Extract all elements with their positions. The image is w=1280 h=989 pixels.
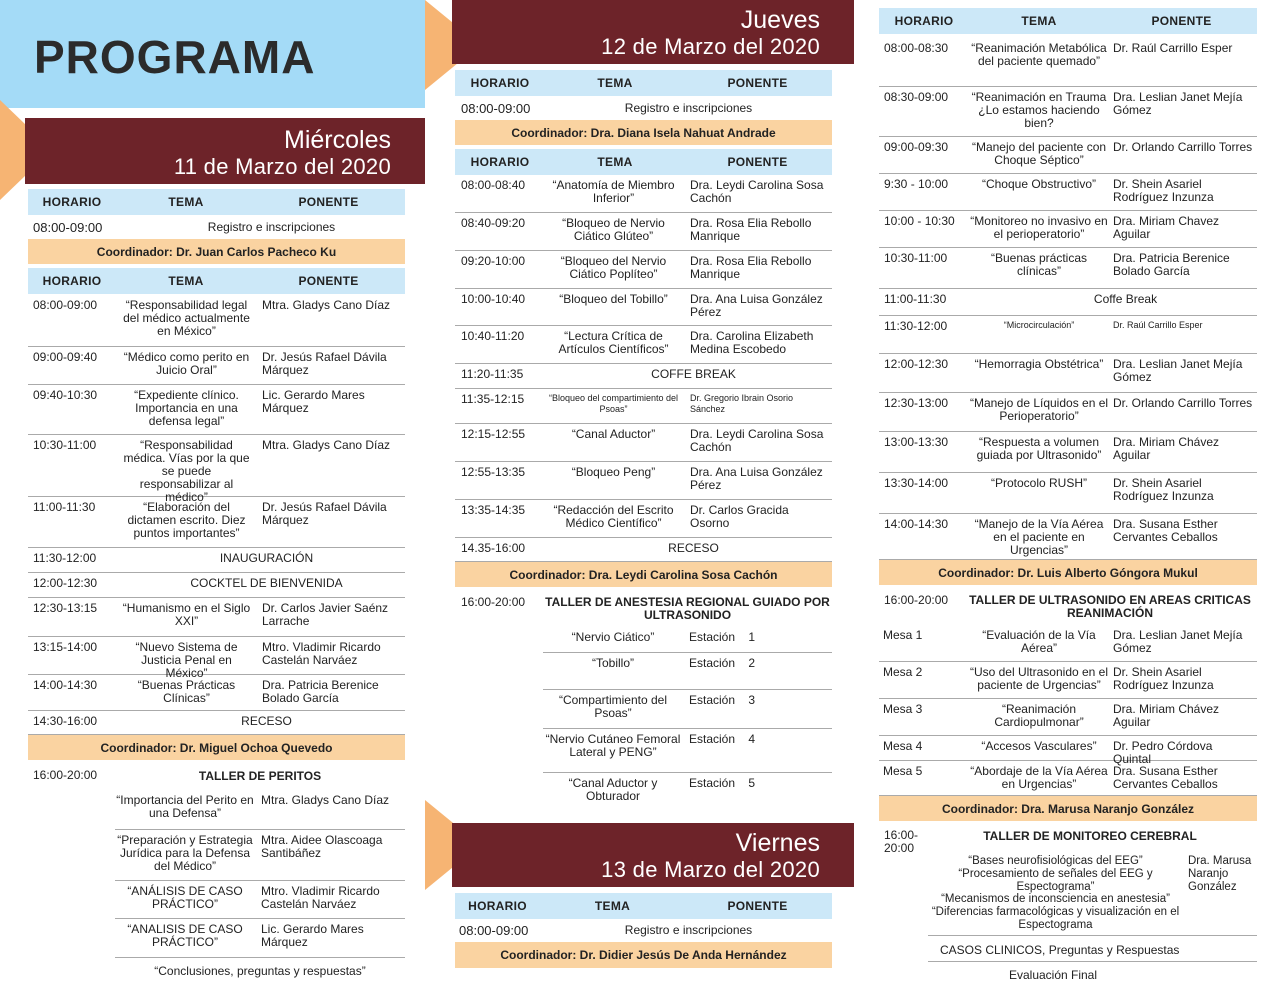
- row-speaker: Lic. Gerardo Mares Márquez: [262, 388, 365, 415]
- row-speaker: Mtro. Vladimir Ricardo Castelán Narváez: [262, 640, 381, 667]
- coordinator-bar: Coordinador: Dra. Diana Isela Nahuat Andrade: [455, 120, 832, 145]
- header-tema: TEMA: [168, 195, 204, 209]
- row-time: 08:00-09:00: [33, 298, 98, 312]
- table-row: [28, 295, 405, 347]
- row-time: 13:15-14:00: [33, 640, 98, 654]
- table-row: [455, 364, 832, 389]
- row-event: COFFE BREAK: [651, 367, 736, 381]
- row-event: COCKTEL DE BIENVENIDA: [190, 576, 343, 590]
- row-time: 13:30-14:00: [884, 476, 949, 490]
- table-row: [543, 653, 832, 690]
- table-row: [879, 736, 1257, 766]
- row-topic: “Bloqueo Peng”: [571, 465, 656, 479]
- table-row: [455, 462, 832, 500]
- row-topic: “Bloqueo del Nervio Ciático Poplíteo”: [560, 254, 667, 281]
- header-ponente: PONENTE: [298, 195, 359, 209]
- table-row: [879, 211, 1257, 248]
- row-topic: “Manejo del paciente con Choque Séptico”: [971, 140, 1107, 167]
- row-speaker: Dr. Shein Asariel Rodríguez Inzunza: [1113, 665, 1214, 692]
- row-speaker: Dra. Miriam Chávez Aguilar: [1113, 435, 1220, 462]
- table-row: [879, 473, 1257, 514]
- label: Registro e inscripciones: [624, 923, 753, 937]
- row-topic: “Monitoreo no invasivo en el perioperatorio”: [970, 214, 1108, 241]
- row-speaker: Dr. Shein Asariel Rodríguez Inzunza: [1113, 177, 1214, 204]
- row-topic: “Choque Obstructivo”: [981, 177, 1097, 191]
- header-horario: HORARIO: [42, 195, 102, 209]
- table-header: [28, 189, 405, 215]
- row-time: 12:00-12:30: [884, 357, 949, 371]
- row-time: Mesa 2: [883, 665, 923, 679]
- coordinator-bar: Coordinador: Dr. Luis Alberto Góngora Mukul: [879, 560, 1257, 585]
- table-row: [879, 248, 1257, 289]
- row-topic: “Médico como perito en Juicio Oral”: [123, 350, 250, 377]
- table-row: [543, 773, 832, 808]
- row-speaker: Mtra. Gladys Cano Díaz: [261, 793, 390, 807]
- table-row: [28, 548, 405, 573]
- row-time: 09:00-09:40: [33, 350, 98, 364]
- cases-text: CASOS CLINICOS, Preguntas y Respuestas: [940, 943, 1180, 957]
- table-row: [455, 326, 832, 364]
- header-horario: HORARIO: [470, 76, 530, 90]
- table-row: [879, 289, 1257, 316]
- day-banner-jueves: [452, 0, 854, 64]
- header-ponente: PONENTE: [298, 274, 359, 288]
- day-date: 12 de Marzo del 2020: [601, 34, 820, 59]
- table-row: [455, 289, 832, 326]
- row-time: 09:00-09:30: [884, 140, 949, 154]
- row-speaker: Dra. Leslian Janet Mejía Gómez: [1113, 628, 1243, 655]
- header-horario: HORARIO: [42, 274, 102, 288]
- row-event: RECESO: [668, 541, 719, 555]
- table-header: [879, 8, 1257, 34]
- table-row: [115, 790, 405, 830]
- header-tema: TEMA: [597, 76, 633, 90]
- table-header: [455, 70, 832, 96]
- row-topic: “Responsabilidad legal del médico actualmente en México”: [123, 298, 250, 338]
- table-row: [879, 393, 1257, 432]
- header-horario: HORARIO: [468, 899, 527, 913]
- row-topic: “Nuevo Sistema de Justicia Penal en México”: [135, 640, 238, 680]
- table-row: [455, 251, 832, 289]
- table-header: [455, 893, 832, 919]
- row-time: 09:40-10:30: [33, 388, 98, 402]
- table-row: [455, 213, 832, 251]
- row-time: 14.35-16:00: [461, 541, 526, 555]
- row-speaker: Dra. Rosa Elia Rebollo Manrique: [690, 254, 812, 281]
- row-time: Mesa 5: [883, 764, 923, 778]
- row-time: 08:30-09:00: [884, 90, 949, 104]
- row-speaker: Dr. Orlando Carrillo Torres: [1113, 140, 1253, 154]
- table-header: [28, 268, 405, 294]
- row-speaker: Dra. Leslian Janet Mejía Gómez: [1113, 90, 1243, 117]
- header-horario: HORARIO: [470, 155, 530, 169]
- workshop-title: TALLER DE ANESTESIA REGIONAL GUIADO POR ULTRASONIDO: [545, 595, 830, 622]
- row-speaker: Lic. Gerardo Mares Márquez: [261, 922, 364, 949]
- day-name: Miércoles: [284, 126, 391, 154]
- row-speaker: Dr. Gregorio Ibrain Osorio Sánchez: [690, 393, 794, 414]
- table-row: [28, 675, 405, 711]
- row-topic: “Reanimación Metabólica del paciente quemado”: [971, 41, 1107, 68]
- time: 08:00-09:00: [459, 923, 529, 938]
- row-topic: “ANALISIS DE CASO PRÁCTICO”: [127, 922, 243, 949]
- row-time: 12:55-13:35: [461, 465, 526, 479]
- table-row: [455, 424, 832, 462]
- divider: [928, 961, 1257, 962]
- row-speaker: Mtra. Gladys Cano Díaz: [262, 298, 391, 312]
- row-speaker: Dr. Shein Asariel Rodríguez Inzunza: [1113, 476, 1214, 503]
- row-topic: “Bloqueo de Nervio Ciático Glúteo”: [562, 216, 665, 243]
- row-station: Estación 2: [689, 656, 756, 670]
- row-speaker: Dr. Raúl Carrillo Esper: [1113, 320, 1203, 330]
- table-row: [879, 316, 1257, 354]
- table-row: [879, 761, 1257, 796]
- row-speaker: Dra. Patricia Berenice Bolado García: [262, 678, 379, 705]
- row-topic: “Expediente clínico. Importancia en una defensa legal”: [134, 388, 239, 428]
- table-row: [879, 354, 1257, 393]
- table-row: [543, 690, 832, 729]
- row-time: 11:30-12:00: [884, 319, 948, 333]
- row-speaker: Dr. Carlos Gracida Osorno: [690, 503, 789, 530]
- table-header: [455, 149, 832, 175]
- time: 08:00-09:00: [33, 220, 103, 235]
- row-time: 9:30 - 10:00: [884, 177, 949, 191]
- coordinator-bar: Coordinador: Dra. Marusa Naranjo González: [879, 796, 1257, 821]
- row-time: 14:30-16:00: [33, 714, 98, 728]
- workshop-topics: “Bases neurofisiológicas del EEG” “Procesamiento de señales del EEG y Espectograma” “Mecanismos de inconsciencia en anestesia” “Diferencias farmacológicas y visualización en el Espectograma: [931, 855, 1180, 931]
- row-topic: “Evaluación de la Vía Aérea”: [982, 628, 1096, 655]
- row-time: Mesa 3: [883, 702, 923, 716]
- row-topic: “Nervio Ciático”: [571, 630, 655, 644]
- header-tema: TEMA: [594, 899, 631, 913]
- workshop-time: 16:00-20:00: [461, 595, 526, 609]
- row-topic: “Buenas prácticas clínicas”: [990, 251, 1088, 278]
- row-speaker: Dra. Leydi Carolina Sosa Cachón: [690, 178, 824, 205]
- row-topic: “Lectura Crítica de Artículos Científicos”: [558, 329, 669, 356]
- table-row: [879, 38, 1257, 87]
- row-topic: “ANÁLISIS DE CASO PRÁCTICO”: [127, 884, 243, 911]
- day-name: Viernes: [735, 829, 820, 857]
- day-name: Jueves: [740, 6, 820, 34]
- evaluation-text: Evaluación Final: [1008, 968, 1098, 982]
- row-speaker: Dra. Miriam Chavez Aguilar: [1113, 214, 1220, 241]
- registration-row: [455, 919, 832, 941]
- row-time: 13:35-14:35: [461, 503, 526, 517]
- label: Registro e inscripciones: [207, 220, 336, 234]
- row-speaker: Mtro. Vladimir Ricardo Castelán Narváez: [261, 884, 380, 911]
- row-time: 12:30-13:00: [884, 396, 949, 410]
- table-row: [879, 87, 1257, 137]
- registration-row: [28, 215, 405, 238]
- row-topic: “Reanimación en Trauma ¿Lo estamos haciendo bien?: [971, 90, 1107, 130]
- table-row: [28, 573, 405, 598]
- row-time: 11:00-11:30: [33, 500, 96, 514]
- row-topic: “Anatomía de Miembro Inferior”: [552, 178, 675, 205]
- table-row: [28, 497, 405, 548]
- row-time: 10:30-11:00: [33, 438, 97, 452]
- coordinator-bar: Coordinador: Dr. Juan Carlos Pacheco Ku: [28, 239, 405, 264]
- row-speaker: Dra. Ana Luisa González Pérez: [690, 292, 823, 319]
- row-topic: “Manejo de Líquidos en el Perioperatorio”: [969, 396, 1109, 423]
- table-row: [28, 637, 405, 680]
- row-topic: “Reanimación Cardiopulmonar”: [994, 702, 1084, 729]
- day-banner-viernes: [452, 823, 854, 887]
- row-topic: “Buenas Prácticas Clínicas”: [137, 678, 236, 705]
- divider: [928, 935, 1257, 936]
- row-time: 09:20-10:00: [461, 254, 526, 268]
- table-row: [879, 432, 1257, 473]
- row-station: Estación 3: [689, 693, 756, 707]
- row-topic: “Importancia del Perito en una Defensa”: [116, 793, 254, 820]
- row-speaker: Dra. Patricia Berenice Bolado García: [1113, 251, 1230, 278]
- table-row: [879, 699, 1257, 736]
- row-time: 10:40-11:20: [461, 329, 525, 343]
- table-row: [879, 174, 1257, 211]
- row-topic: “Elaboración del dictamen escrito. Diez puntos importantes”: [127, 500, 246, 540]
- row-speaker: Dr. Pedro Córdova Quintal: [1113, 739, 1213, 766]
- table-row: [115, 881, 405, 919]
- workshop-time: 16:00-20:00: [884, 828, 919, 855]
- day-date: 11 de Marzo del 2020: [173, 154, 391, 179]
- row-topic: “Manejo de la Vía Aérea en el paciente en Urgencias”: [974, 517, 1104, 557]
- row-topic: “Preparación y Estrategia Jurídica para la Defensa del Médico”: [117, 833, 253, 873]
- row-speaker: Dra. Miriam Chávez Aguilar: [1113, 702, 1220, 729]
- row-time: 11:35-12:15: [461, 392, 525, 406]
- table-row: [543, 627, 832, 653]
- coordinator-bar: Coordinador: Dr. Didier Jesús De Anda Hernández: [455, 942, 832, 968]
- row-time: Mesa 1: [883, 628, 923, 642]
- row-time: 12:30-13:15: [33, 601, 98, 615]
- workshop-speaker: Dra. Marusa Naranjo González: [1188, 855, 1252, 893]
- header-tema: TEMA: [597, 155, 633, 169]
- workshop-time: 16:00-20:00: [33, 768, 98, 782]
- row-time: 12:15-12:55: [461, 427, 526, 441]
- workshop-title: TALLER DE MONITOREO CEREBRAL: [983, 829, 1197, 843]
- label: Registro e inscripciones: [624, 101, 753, 115]
- row-speaker: Dr. Jesús Rafael Dávila Márquez: [262, 500, 387, 527]
- day-date: 13 de Marzo del 2020: [601, 857, 820, 882]
- row-time: 10:00 - 10:30: [884, 214, 955, 228]
- table-row: [879, 137, 1257, 174]
- row-time: 08:00-08:30: [884, 41, 949, 55]
- row-speaker: Dra. Ana Luisa González Pérez: [690, 465, 823, 492]
- row-topic: “Bloqueo del compartimiento del Psoas”: [548, 393, 679, 414]
- table-row: [28, 598, 405, 637]
- header-ponente: PONENTE: [1151, 14, 1212, 28]
- row-topic: “Tobillo”: [591, 656, 634, 670]
- row-speaker: Dra. Susana Esther Cervantes Ceballos: [1113, 764, 1218, 791]
- row-speaker: Mtra. Aidee Olascoaga Santibáñez: [261, 833, 383, 860]
- row-topic: “Canal Aductor y Obturador: [568, 776, 658, 803]
- table-row: [455, 175, 832, 213]
- table-row: [28, 435, 405, 504]
- day-banner-miercoles: [25, 118, 425, 184]
- table-row: [28, 385, 405, 435]
- row-event: RECESO: [241, 714, 292, 728]
- table-row: [543, 729, 832, 773]
- table-row: [115, 830, 405, 881]
- row-speaker: Dr. Carlos Javier Saénz Larrache: [262, 601, 389, 628]
- table-row: [115, 919, 405, 958]
- row-speaker: Dra. Leydi Carolina Sosa Cachón: [690, 427, 824, 454]
- table-row: [455, 538, 832, 562]
- workshop-title: TALLER DE ULTRASONIDO EN AREAS CRITICAS REANIMACIÓN: [969, 593, 1251, 620]
- row-topic: “Humanismo en el Siglo XXI”: [122, 601, 251, 628]
- coordinator-bar: Coordinador: Dra. Leydi Carolina Sosa Cachón: [455, 562, 832, 587]
- row-topic: “Redacción del Escrito Médico Científico”: [553, 503, 674, 530]
- header-horario: HORARIO: [894, 14, 954, 28]
- time: 08:00-09:00: [461, 101, 531, 116]
- row-time: 14:00-14:30: [884, 517, 949, 531]
- row-time: Mesa 4: [883, 739, 923, 753]
- row-station: Estación 5: [689, 776, 756, 790]
- closing-text: “Conclusiones, preguntas y respuestas”: [154, 964, 366, 978]
- header-tema: TEMA: [168, 274, 204, 288]
- table-row: [879, 625, 1257, 662]
- coordinator-bar: Coordinador: Dr. Miguel Ochoa Quevedo: [28, 735, 405, 760]
- row-speaker: Dra. Leslian Janet Mejía Gómez: [1113, 357, 1243, 384]
- table-row: [28, 347, 405, 385]
- header-ponente: PONENTE: [727, 899, 788, 913]
- row-time: 13:00-13:30: [884, 435, 949, 449]
- row-time: 10:00-10:40: [461, 292, 526, 306]
- workshop-time: 16:00-20:00: [884, 593, 949, 607]
- row-time: 08:00-08:40: [461, 178, 526, 192]
- row-event: Coffe Break: [1093, 292, 1158, 306]
- row-event: INAUGURACIÓN: [219, 551, 314, 565]
- row-speaker: Dra. Carolina Elizabeth Medina Escobedo: [690, 329, 814, 356]
- row-time: 12:00-12:30: [33, 576, 98, 590]
- row-topic: “Bloqueo del Tobillo”: [559, 292, 668, 306]
- row-time: 10:30-11:00: [884, 251, 948, 265]
- table-row: [28, 711, 405, 735]
- row-time: 08:40-09:20: [461, 216, 526, 230]
- header-ponente: PONENTE: [727, 155, 788, 169]
- row-speaker: Dr. Orlando Carrillo Torres: [1113, 396, 1253, 410]
- row-topic: “Hemorragia Obstétrica”: [974, 357, 1104, 371]
- workshop-title: TALLER DE PERITOS: [198, 769, 322, 783]
- row-topic: “Abordaje de la Vía Aérea en Urgencias”: [970, 764, 1108, 791]
- row-topic: “Protocolo RUSH”: [990, 476, 1088, 490]
- row-time: 14:00-14:30: [33, 678, 98, 692]
- row-topic: “Nervio Cutáneo Femoral Lateral y PENG”: [545, 732, 681, 759]
- table-row: [879, 662, 1257, 699]
- row-time: 11:30-12:00: [33, 551, 97, 565]
- row-station: Estación 4: [689, 732, 756, 746]
- row-topic: “Microcirculación”: [1003, 320, 1075, 330]
- table-row: [879, 514, 1257, 560]
- row-topic: “Canal Aductor”: [571, 427, 656, 441]
- row-speaker: Dra. Rosa Elia Rebollo Manrique: [690, 216, 812, 243]
- row-speaker: Mtra. Gladys Cano Díaz: [262, 438, 391, 452]
- table-row: [455, 500, 832, 538]
- row-topic: “Uso del Ultrasonido en el paciente de Urgencias”: [969, 665, 1109, 692]
- header-ponente: PONENTE: [727, 76, 788, 90]
- row-station: Estación 1: [689, 630, 756, 644]
- row-time: 11:00-11:30: [884, 292, 947, 306]
- row-topic: “Compartimiento del Psoas”: [558, 693, 668, 720]
- table-row: [455, 389, 832, 424]
- page-title: PROGRAMA: [34, 31, 316, 83]
- row-speaker: Dra. Susana Esther Cervantes Ceballos: [1113, 517, 1218, 544]
- row-topic: “Respuesta a volumen guiada por Ultrasonido”: [976, 435, 1102, 462]
- row-speaker: Dr. Raúl Carrillo Esper: [1113, 41, 1233, 55]
- row-topic: “Responsabilidad médica. Vías por la que se puede responsabilizar al médico”: [123, 438, 250, 504]
- registration-row: [455, 96, 832, 119]
- row-topic: “Accesos Vasculares”: [981, 739, 1097, 753]
- row-speaker: Dr. Jesús Rafael Dávila Márquez: [262, 350, 387, 377]
- header-tema: TEMA: [1021, 14, 1057, 28]
- row-time: 11:20-11:35: [461, 367, 524, 381]
